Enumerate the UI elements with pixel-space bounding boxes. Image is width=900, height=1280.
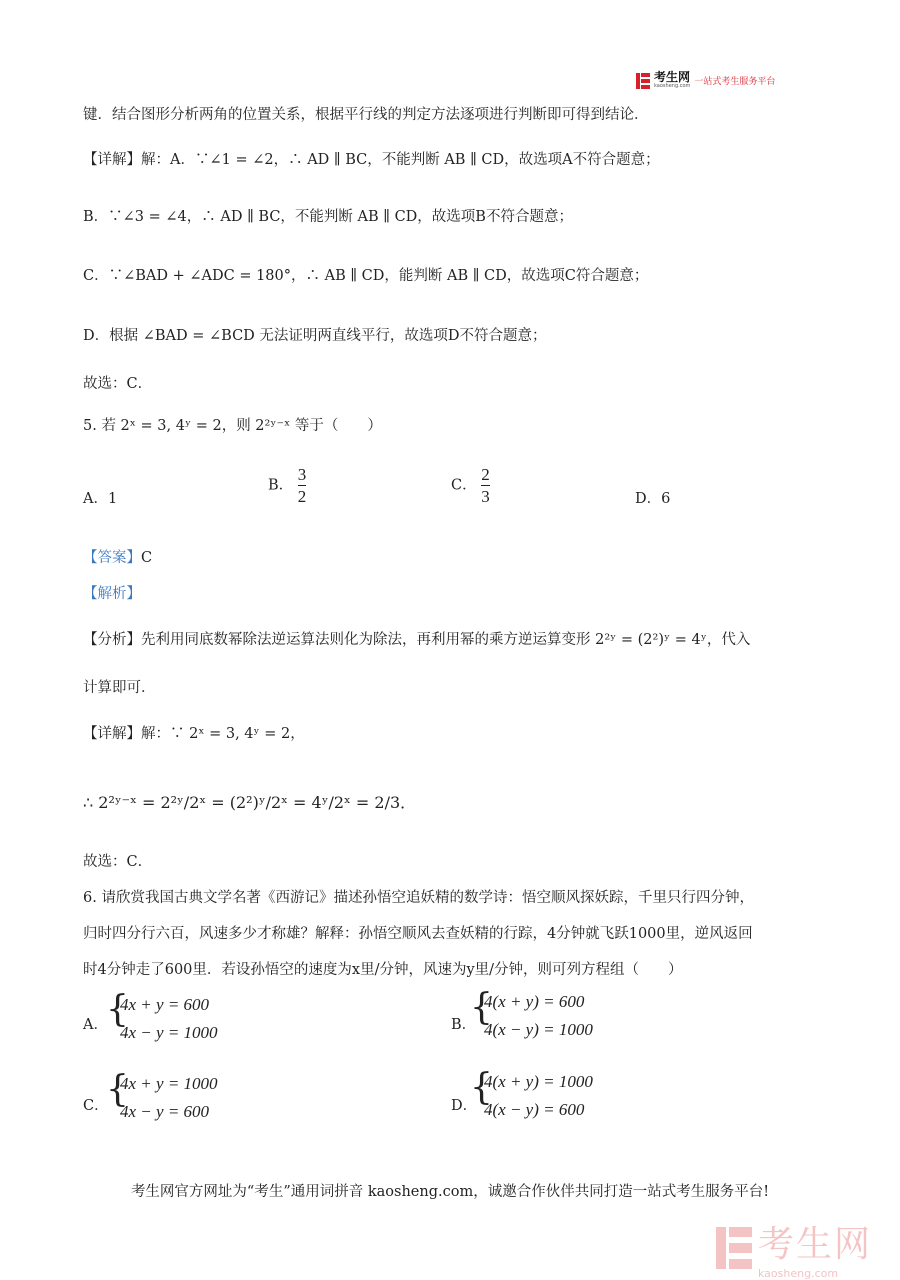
- q5-option-b-numerator: 3: [297, 465, 307, 484]
- q4-option-d-analysis: D．根据 ∠BAD = ∠BCD 无法证明两直线平行，故选项D不符合题意；: [83, 328, 547, 344]
- watermark-url: kaosheng.com: [758, 1267, 839, 1280]
- q6-option-a-brace-icon: {: [106, 989, 129, 1030]
- q5-option-d: D．6: [635, 491, 671, 507]
- q5-option-c: [451, 466, 490, 505]
- q6-option-b-eq2: 4(x − y) = 1000: [484, 1020, 593, 1039]
- q5-detail-given: 解：∵ 2ˣ = 3, 4ʸ = 2，: [141, 726, 305, 742]
- q5-analysis: [83, 628, 750, 649]
- q6-option-a-label: A．: [83, 1017, 108, 1033]
- q5-option-c-fraction: [481, 466, 490, 505]
- logo-url: kaosheng.com: [654, 83, 691, 89]
- q5-detail-label: 【详解】: [83, 726, 141, 742]
- q5-detail: [83, 722, 305, 743]
- q4-option-c-analysis: C．∵∠BAD + ∠ADC = 180°，∴ AB ∥ CD，能判断 AB ∥ CD，故选项C符合题意；: [83, 268, 649, 284]
- analysis-label: 【解析】: [83, 586, 141, 602]
- q5-analysis-text2: 计算即可．: [83, 680, 156, 696]
- q5-option-c-denominator: 3: [481, 487, 490, 506]
- q5-choice: 故选：C．: [83, 854, 153, 870]
- q6-stem-line3: 时4分钟走了600里．若设孙悟空的速度为x里/分钟，风速为y里/分钟，则可列方程组（ ）: [83, 962, 683, 978]
- q5-stem: 5. 若 2ˣ = 3, 4ʸ = 2，则 2²ʸ⁻ˣ 等于（ ）: [83, 418, 382, 434]
- q5-option-b-label: B．: [268, 477, 294, 494]
- q6-option-c-label: C．: [83, 1098, 109, 1114]
- q5-option-a: A．1: [83, 491, 118, 507]
- answer-label: 【答案】: [83, 550, 141, 566]
- q6-option-c-eq1: 4x + y = 1000: [120, 1074, 218, 1093]
- header-logo[interactable]: [636, 72, 775, 89]
- q4-choice: 故选：C．: [83, 376, 153, 392]
- q6-option-d-eq1: 4(x + y) = 1000: [484, 1072, 593, 1091]
- q5-analysis-label: 【分析】: [83, 632, 141, 648]
- q6-option-d-eq2: 4(x − y) = 600: [484, 1100, 585, 1119]
- q5-option-c-numerator: 2: [481, 465, 490, 484]
- watermark-text: 考生网: [758, 1224, 873, 1265]
- q6-option-d-brace-icon: {: [470, 1067, 493, 1108]
- watermark: [716, 1216, 872, 1280]
- q6-option-a-eq2: 4x − y = 1000: [120, 1023, 218, 1042]
- logo-mark-icon: [636, 73, 650, 89]
- q6-option-b-label: B．: [451, 1017, 477, 1033]
- q4-option-a-analysis: [83, 148, 660, 169]
- logo-name: 考生网: [654, 70, 691, 84]
- q5-calculation: ∴ 2²ʸ⁻ˣ = 2²ʸ/2ˣ = (2²)ʸ/2ˣ = 4ʸ/2ˣ = 2/3．: [83, 793, 417, 812]
- q6-option-b-eq1: 4(x + y) = 600: [484, 992, 585, 1011]
- q6-option-d-label: D．: [451, 1098, 478, 1114]
- q6-stem-line2: 归时四分行六百，风速多少才称雄？解释：孙悟空顺风去查妖精的行踪，4分钟就飞跃1000里，逆风返回: [83, 926, 753, 942]
- q5-option-c-label: C．: [451, 477, 477, 494]
- q6-option-c-brace-icon: {: [106, 1069, 129, 1110]
- q6-option-c-eq2: 4x − y = 600: [120, 1102, 210, 1121]
- watermark-logo-icon: [716, 1227, 752, 1269]
- q4-detail-label: 【详解】: [83, 152, 141, 168]
- q4-option-b-analysis: B．∵∠3 = ∠4，∴ AD ∥ BC，不能判断 AB ∥ CD，故选项B不符合题意；: [83, 209, 573, 225]
- q5-option-b: [268, 466, 306, 505]
- answer-line: [83, 546, 152, 567]
- q5-analysis-text: 先利用同底数幂除法逆运算法则化为除法，再利用幂的乘方逆运算变形 2²ʸ = (2²)ʸ = 4ʸ，代入: [141, 632, 751, 648]
- q6-option-b-brace-icon: {: [470, 987, 493, 1028]
- q6-stem-line1: 6. 请欣赏我国古典文学名著《西游记》描述孙悟空追妖精的数学诗：悟空顺风探妖踪，千里只行四分钟，: [83, 890, 754, 906]
- q4-a-text: 解：A．∵∠1 = ∠2，∴ AD ∥ BC，不能判断 AB ∥ CD，故选项A不符合题意；: [141, 152, 660, 168]
- header-slogan: 一站式考生服务平台: [694, 77, 776, 87]
- q5-option-b-denominator: 2: [297, 487, 307, 506]
- answer-value: C: [141, 550, 153, 566]
- footer-text: 考生网官方网址为“考生”通用词拼音 kaosheng.com，诚邀合作伙伴共同打造一站式考生服务平台!: [130, 1184, 770, 1200]
- q5-option-b-fraction: [298, 466, 307, 505]
- q6-option-a-eq1: 4x + y = 600: [120, 995, 210, 1014]
- intro-line: 键．结合图形分析两角的位置关系，根据平行线的判定方法逐项进行判断即可得到结论．: [83, 107, 649, 123]
